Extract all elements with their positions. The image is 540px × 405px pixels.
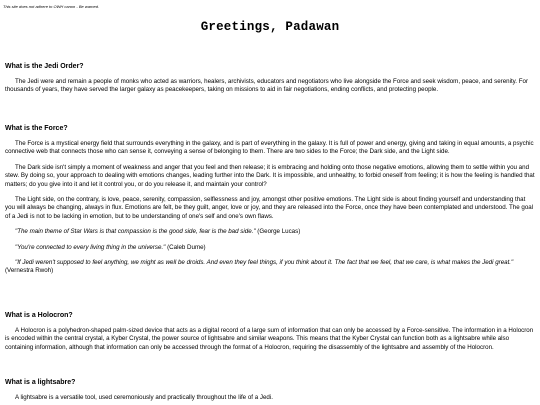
paragraph: The Light side, on the contrary, is love, peace, serenity, compassion, selflessness and joy, amongst other positive emotions. The Light side is about finding yourself and understanding that you will always be changing, always in flux. Emotions are felt, be they guilt, anger, love or joy, and they are released into the Force, once they have been contemplated and understood. The goal of a Jedi is not to be lacking in emotion, but to be understanding of one's self and one's own flaws. [5, 196, 534, 220]
paragraph: The Jedi were and remain a people of monks who acted as warriors, healers, archivists, educators and negotiators who live alongside the Force and seek wisdom, peace, and serenity. For thousands of years, they have served the larger galaxy as peacekeepers, taking on missions to aid in fair negotiations, ending conflicts, and protecting people. [5, 78, 529, 94]
section-heading: What is a Holocron? [5, 312, 73, 319]
page-title: Greetings, Padawan [200, 20, 340, 34]
section-heading: What is a lightsabre? [5, 379, 76, 386]
section-heading: What is the Force? [5, 125, 68, 132]
quote-author: (George Lucas) [255, 228, 301, 236]
paragraph: A lightsabre is a versatile tool, used ceremoniously and practically throughout the life of a Jedi. [15, 394, 273, 401]
quote-text: "You're connected to every living thing in the universe." [15, 243, 166, 251]
quote-author: (Caleb Dume) [165, 243, 206, 251]
section-holocron [5, 311, 535, 352]
quote [5, 244, 535, 252]
section-lightsabre [5, 378, 535, 402]
quote [5, 259, 535, 276]
paragraph: The Force is a mystical energy field that surrounds everything in the galaxy, and is part of everything in the galaxy. It is full of power and energy, giving and taking in equal amounts, a psychic connective web that connects those who can sense it, conveying a sense of belonging to them. There are two sides to the Force; the Dark side, and the Light side. [5, 140, 534, 156]
paragraph: A Holocron is a polyhedron-shaped palm-sized device that acts as a digital record of a large sum of information that can only be accessed by a Force-sensitive. The information in a Holocron is encoded within the central crystal, a Kyber Crystal, the power source of lightsabre and similar weapons. This means that the Kyber Crystal can function both as a lightsabre while also containing information, although that information can only be accessed through the format of a Holocron, requiring the disassembly of the lightsabre and assembly of the Holocron. [5, 327, 534, 351]
section-jedi-order [5, 62, 535, 95]
quote-author: (Vernestra Rwoh) [5, 267, 54, 275]
quote-text: "If Jedi weren't supposed to feel anything, we might as well be droids. And even they feel things, if you think about it. The fact that we feel, that we care, is what makes the Jedi great." [15, 259, 514, 267]
canon-notice: This site does not adhere to OWH canon - Be warned. [3, 4, 100, 9]
section-heading: What is the Jedi Order? [5, 63, 84, 70]
quote-text: "The main theme of Star Wars is that compassion is the good side, fear is the bad side." [15, 228, 256, 236]
paragraph: The Dark side isn't simply a moment of weakness and anger that you feel and then release; it is embracing and holding onto those negative emotions, allowing them to settle within you and stew. By doing so, your approach to dealing with emotions changes, leading further into the Dark. It is impossible, and unhealthy, to forbid oneself from feeling; it is how the feeling is handled that matters; do you give into it and let it control you, or do you release it, and maintain your control? [5, 163, 535, 188]
section-force [5, 124, 535, 276]
quote [5, 228, 535, 236]
